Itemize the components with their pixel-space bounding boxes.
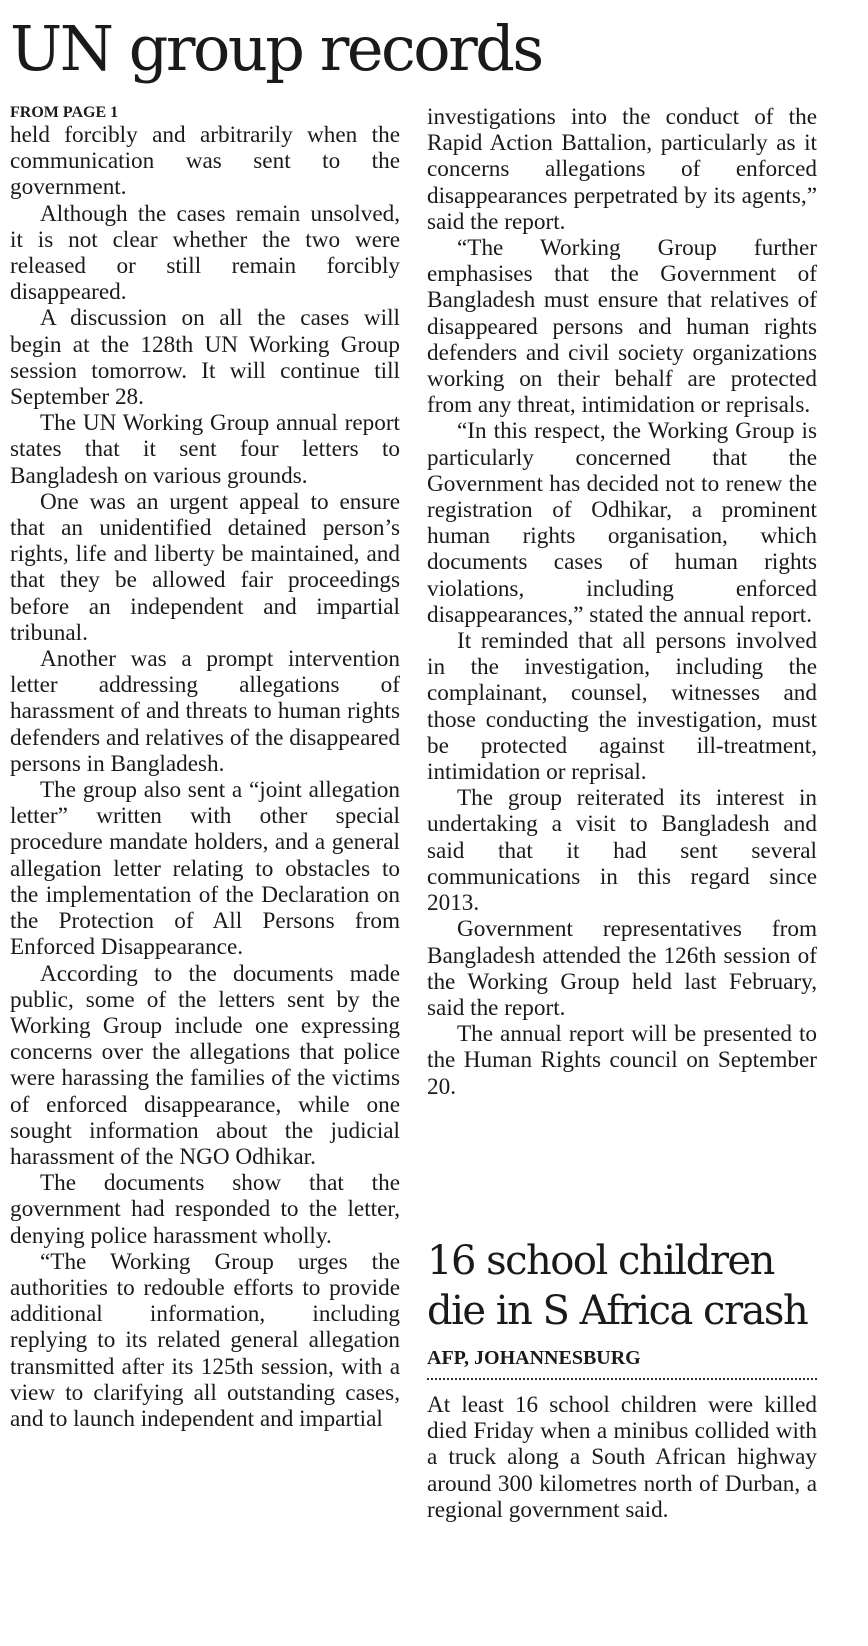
second-story-byline: AFP, JOHANNESBURG — [427, 1346, 817, 1380]
article-paragraph: One was an urgent appeal to ensure that an unidentified detained person’s rights, life and liberty be maintained, and that they be allowed fair proceedings before an independent and impartial tribunal. — [10, 488, 400, 646]
article-paragraph: According to the documents made public, some of the letters sent by the Working Group include one expressing concerns over the allegations that police were harassing the families of the victims of enforced disappearance, while one sought information about the judicial harassment of the NGO Odhikar. — [10, 960, 400, 1170]
article-paragraph: investigations into the conduct of the Rapid Action Battalion, particularly as it concerns allegations of enforced disappearances perpetrated by its agents,” said the report. — [427, 104, 817, 235]
article-paragraph: “In this respect, the Working Group is particularly concerned that the Government has decided not to renew the registration of Odhikar, a prominent human rights organisation, which documents cases of human rights violations, including enforced disappearances,” stated the annual report. — [427, 418, 817, 628]
article-paragraph: “The Working Group urges the authorities to redouble efforts to provide additional information, including replying to its related general allegation transmitted after its 125th session, with a view to clarifying all outstanding cases, and to launch independent and impartial — [10, 1248, 400, 1432]
article-paragraph: The group also sent a “joint allegation letter” written with other special procedure mandate holders, and a general allegation letter relating to obstacles to the implementation of the Declaration on the Protection of All Persons from Enforced Disappearance. — [10, 777, 400, 961]
second-story-headline-line1: 16 school children — [427, 1238, 774, 1284]
article-paragraph: The group reiterated its interest in undertaking a visit to Bangladesh and said that it had sent several communications in this regard since 2013. — [427, 785, 817, 917]
second-story — [427, 1236, 817, 1523]
article-paragraph: It reminded that all persons involved in the investigation, including the complainant, counsel, witnesses and those conducting the investigation, must be protected against ill-treatment, intimidation or reprisal. — [427, 628, 817, 786]
article-left-column — [10, 104, 400, 1432]
second-story-headline — [427, 1236, 817, 1336]
article-paragraph: Government representatives from Bangladesh attended the 126th session of the Working Group held last February, said the report. — [427, 916, 817, 1021]
second-story-body: At least 16 school children were killed died Friday when a minibus collided with a truck along a South African highway around 300 kilometres north of Durban, a regional government said. — [427, 1392, 817, 1523]
article-paragraph: The annual report will be presented to the Human Rights council on September 20. — [427, 1021, 817, 1100]
article-paragraph: held forcibly and arbitrarily when the communication was sent to the government. — [10, 122, 400, 201]
article-paragraph: “The Working Group further emphasises that the Government of Bangladesh must ensure that relatives of disappeared persons and human rights defenders and civil society organizations working on their behalf are protected from any threat, intimidation or reprisals. — [427, 235, 817, 419]
kicker-from-page-1: FROM PAGE 1 — [10, 104, 119, 121]
article-right-column — [427, 104, 817, 1100]
article-paragraph: Although the cases remain unsolved, it is not clear whether the two were released or still remain forcibly disappeared. — [10, 200, 400, 306]
article-paragraph: The documents show that the government had responded to the letter, denying police harassment wholly. — [10, 1170, 400, 1249]
article-paragraph: A discussion on all the cases will begin at the 128th UN Working Group session tomorrow. It will continue till September 28. — [10, 305, 400, 411]
second-story-headline-line2: die in S Africa crash — [427, 1288, 808, 1334]
article-paragraph: Another was a prompt intervention letter addressing allegations of harassment of and threats to human rights defenders and relatives of the disappeared persons in Bangladesh. — [10, 646, 400, 777]
article-paragraph: The UN Working Group annual report states that it sent four letters to Bangladesh on various grounds. — [10, 410, 400, 489]
article-headline: UN group records — [10, 12, 542, 85]
